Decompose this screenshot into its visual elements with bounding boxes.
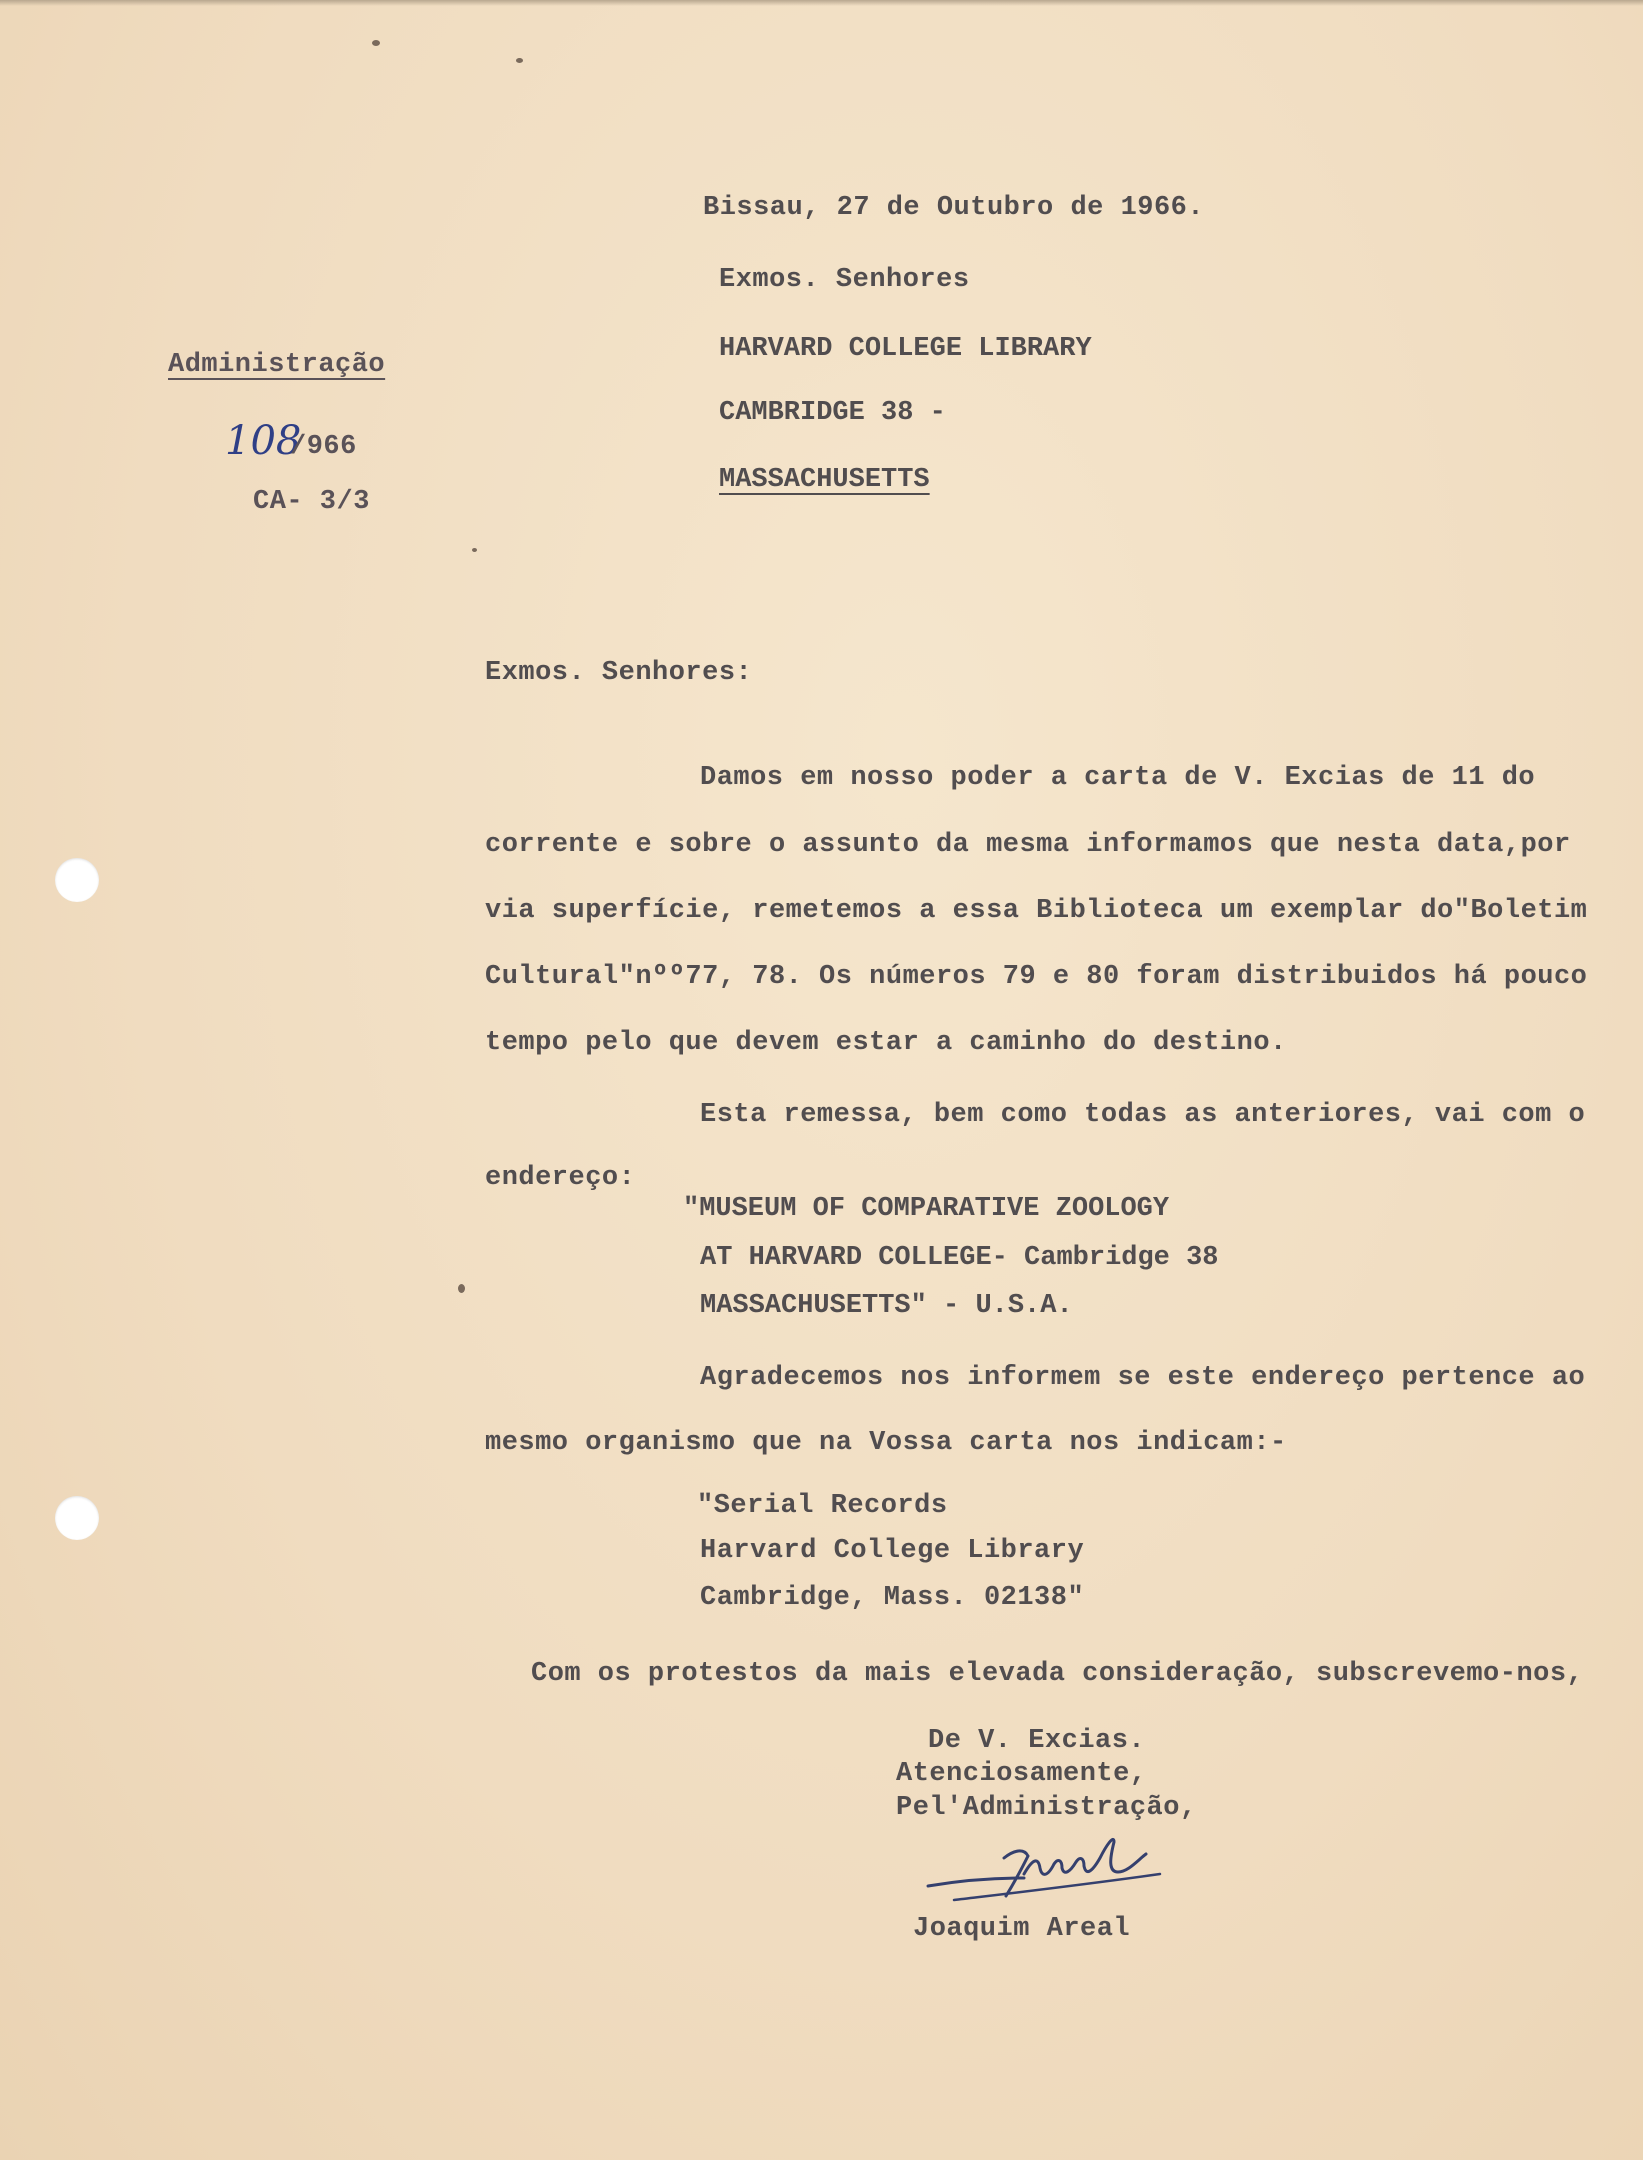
address-1-line: "MUSEUM OF COMPARATIVE ZOOLOGY <box>683 1194 1170 1224</box>
paragraph-1-line: tempo pelo que devem estar a caminho do destino. <box>485 1028 1287 1058</box>
paper-speck <box>472 548 477 552</box>
signoff-line: Pel'Administração, <box>896 1793 1197 1823</box>
paper-speck <box>458 1284 465 1293</box>
handwritten-signature <box>924 1828 1184 1918</box>
address-2-line: Cambridge, Mass. 02138" <box>700 1583 1085 1613</box>
signatory-name: Joaquim Areal <box>913 1914 1131 1944</box>
place-date: Bissau, 27 de Outubro de 1966. <box>703 193 1205 223</box>
recipient-line-2: CAMBRIDGE 38 - <box>719 398 946 428</box>
greeting: Exmos. Senhores: <box>485 658 753 688</box>
page-edge-shadow <box>0 0 1643 6</box>
paragraph-1-line: corrente e sobre o assunto da mesma informamos que nesta data,por <box>485 830 1571 860</box>
closing-line: Com os protestos da mais elevada consideração, subscrevemo-nos, <box>531 1659 1584 1689</box>
signoff-line: Atenciosamente, <box>896 1759 1147 1789</box>
paragraph-3-line: Agradecemos nos informem se este endereço pertence ao <box>700 1363 1586 1393</box>
reference-year: /966 <box>290 432 357 462</box>
paragraph-1-line: via superfície, remetemos a essa Biblioteca um exemplar do"Boletim <box>485 896 1588 926</box>
recipient-salutation: Exmos. Senhores <box>719 265 970 295</box>
paragraph-3-line: mesmo organismo que na Vossa carta nos indicam:- <box>485 1428 1287 1458</box>
signoff-line: De V. Excias. <box>928 1726 1146 1756</box>
paragraph-1-line: Damos em nosso poder a carta de V. Excias de 11 do <box>700 763 1536 793</box>
address-1-line: AT HARVARD COLLEGE- Cambridge 38 <box>700 1243 1219 1273</box>
paper-speck <box>372 40 380 46</box>
paragraph-2-label: endereço: <box>485 1163 636 1193</box>
recipient-line-3: MASSACHUSETTS <box>719 465 930 495</box>
paragraph-2-line: Esta remessa, bem como todas as anteriores, vai com o <box>700 1100 1586 1130</box>
handwritten-reference-number: 108 <box>225 418 302 464</box>
reference-code: CA- 3/3 <box>253 487 370 517</box>
punch-hole-bottom <box>55 1496 99 1540</box>
punch-hole-top <box>55 858 99 902</box>
paper-speck <box>516 58 523 63</box>
address-2-line: "Serial Records <box>697 1491 948 1521</box>
address-1-line: MASSACHUSETTS" - U.S.A. <box>700 1291 1073 1321</box>
paragraph-1-line: Cultural"nºº77, 78. Os números 79 e 80 foram distribuidos há pouco <box>485 962 1588 992</box>
department-heading: Administração <box>168 350 386 380</box>
address-2-line: Harvard College Library <box>700 1536 1085 1566</box>
recipient-line-1: HARVARD COLLEGE LIBRARY <box>719 334 1092 364</box>
